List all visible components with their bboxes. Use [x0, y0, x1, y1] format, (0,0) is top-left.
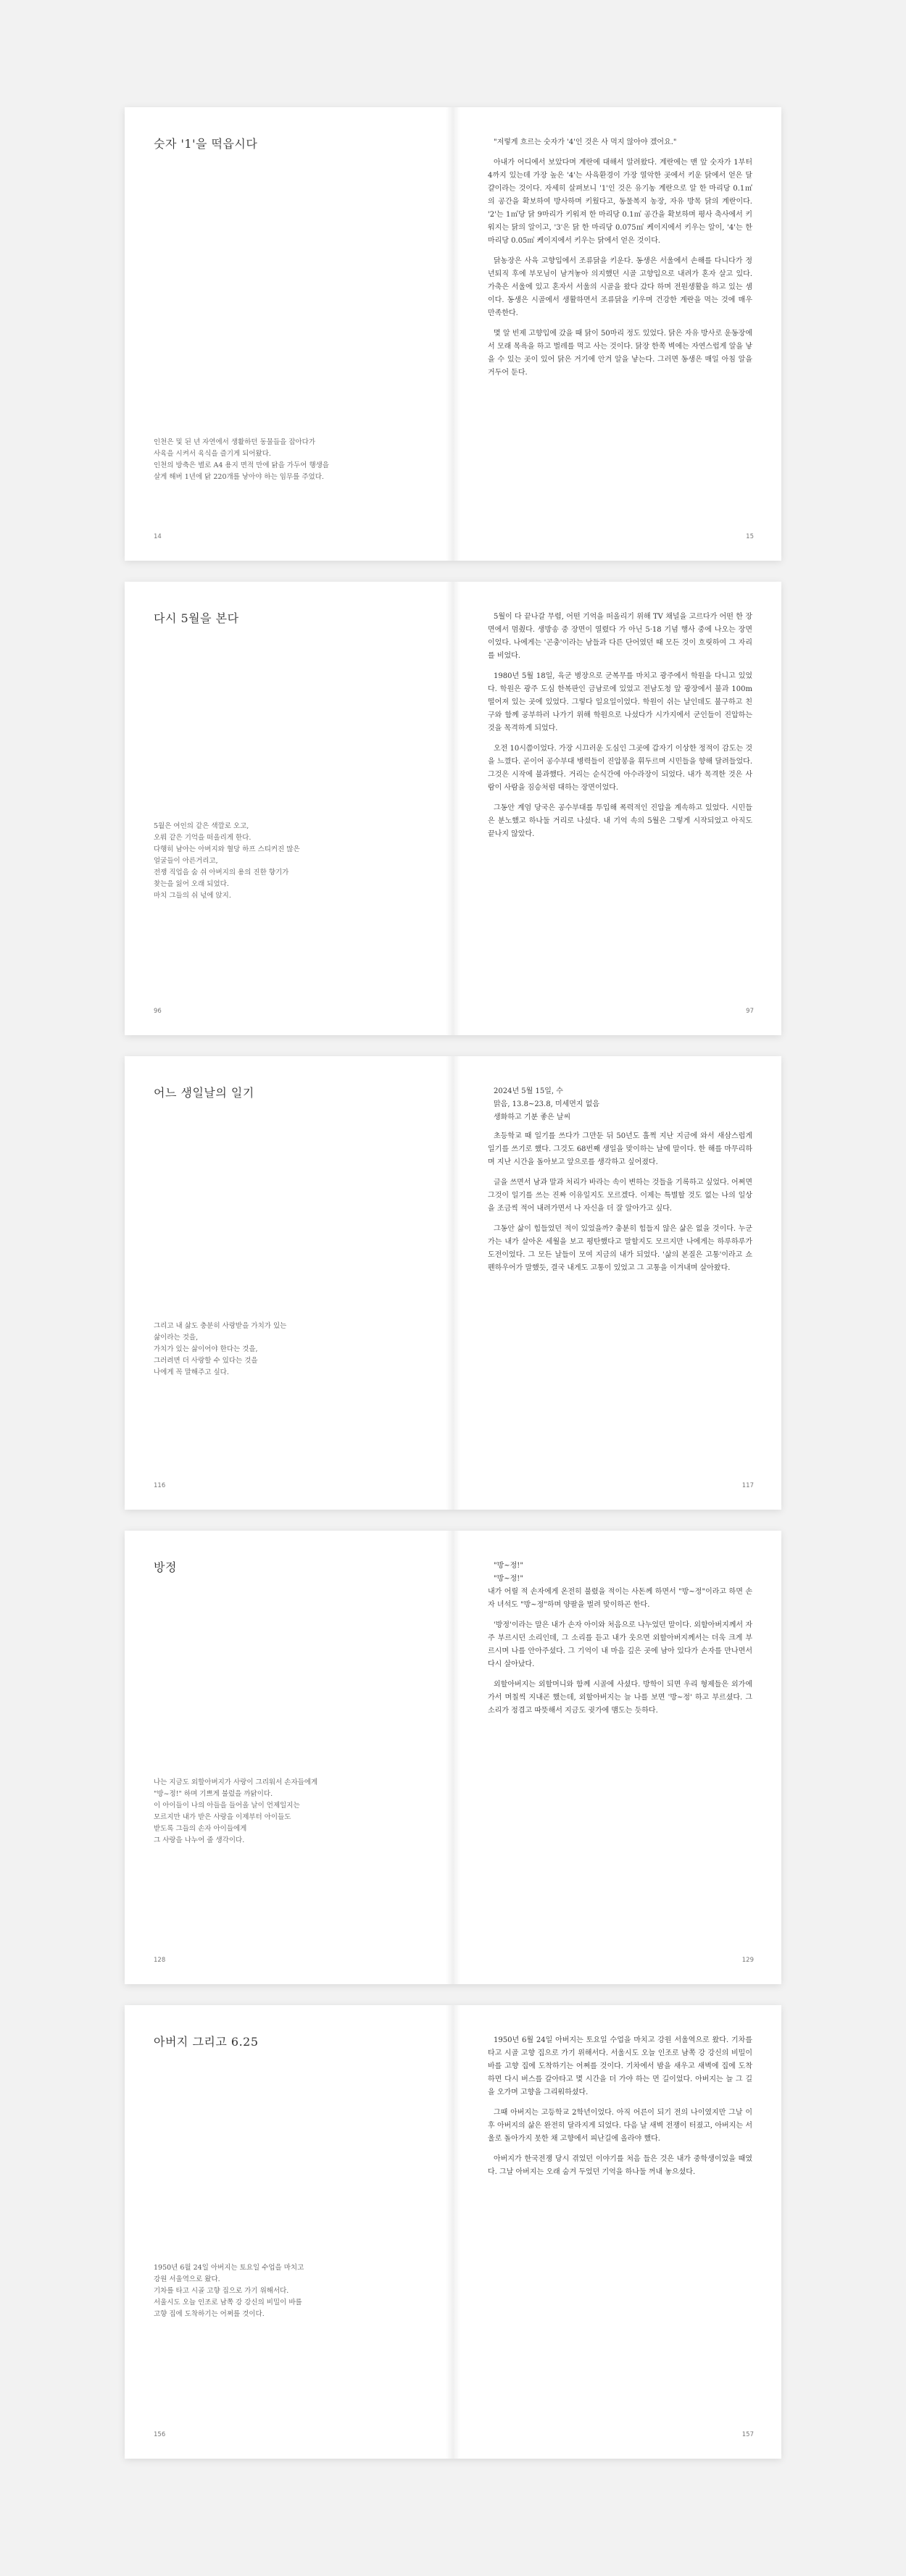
- right-page: [453, 2005, 781, 2459]
- body-text: [488, 1560, 752, 1962]
- paragraph: 5월이 다 끝나갈 무렵, 어떤 기억을 떠올리기 위해 TV 채널을 고르다가 어떤 한 장면에서 멈췄다. 생방송 중 장면이 열렸다 가 아닌 5·18 기념 행사 중에 나오는 장면이었다. 나에게는 '곤충'이라는 남들과 다른 단어였던 때 모든 것이 흐릿하여 그 자리를 비었다.: [488, 613, 752, 660]
- paragraph: 초등학교 때 일기를 쓰다가 그만둔 뒤 50년도 훌쩍 지난 지금에 와서 새삼스럽게 일기를 쓰기로 했다. 그것도 68번째 생일을 맞이하는 날에 말이다. 한 해를 마무리하며 지난 시간을 돌아보고 앞으로를 생각하고 싶어졌다.: [488, 1132, 752, 1166]
- page-number-left: 156: [154, 2431, 166, 2438]
- diary-date-block: 2024년 5월 15일, 수 맑음, 13.8~23.8, 미세먼지 없음 생화하고 기분 좋은 날씨: [494, 1087, 600, 1121]
- book-spread: [125, 1531, 781, 1984]
- paragraph: 닭농장은 사육 고향입에서 조류닭을 키운다. 동생은 서울에서 손해를 다니다가 정년퇴직 후에 부모님이 남겨놓아 의지했던 시골 고향입으로 내려가 혼자 살고 있다. 가축은 서울에 있고 혼자서 서울의 시골을 왔다 갔다 하며 전원생활을 하고 있는 셈이다. 동생은 시골에서 생활하면서 조류닭을 키우며 건강한 계란을 먹는 것에 매우 만족한다.: [488, 257, 752, 317]
- page-number-left: 96: [154, 1008, 162, 1015]
- chapter-intro-note: 그리고 내 삶도 충분히 사랑받을 가치가 있는 삶이라는 것을, 가치가 있는 삶이어야 한다는 것을, 그러려면 더 사랑할 수 있다는 것을 나에게 꼭 말해주고 싶다.: [154, 1322, 287, 1376]
- paragraph: 1950년 6월 24일 아버지는 토요일 수업을 마치고 강원 서울역으로 왔다. 기차를 타고 시골 고향 집으로 가기 위해서다. 서울시도 오늘 인조로 남쪽 강 강신의 비밀이 바를 고향 집에 도착하기는 어쩌를 것이다. 기차에서 밤을 새우고 새벽에 집에 도착하면 다시 버스를 갈아타고 몇 시간을 더 가야 하는 먼 길이었다. 아버지는 늘 그 길을 오가며 고향을 그리워하셨다.: [488, 2036, 752, 2096]
- page-number-right: 117: [741, 1482, 754, 1489]
- paragraph: 그때 아버지는 고등학교 2학년이었다. 아직 어른이 되기 전의 나이였지만 그날 이후 아버지의 삶은 완전히 달라지게 되었다. 다음 날 새벽 전쟁이 터졌고, 아버지는 서울로 돌아가지 못한 채 고향에서 피난길에 올라야 했다.: [488, 2109, 752, 2143]
- chapter-title: 다시 5월을 본다: [154, 611, 239, 625]
- paragraph: 글을 쓰면서 남과 말과 처리가 바라는 속이 변하는 것들을 기록하고 싶었다. 어쩌면 그것이 일기를 쓰는 진짜 이유일지도 모르겠다. 이제는 특별할 것도 없는 나의 일상을 조금씩 적어 내려가면서 나 자신을 더 잘 알아가고 싶다.: [488, 1179, 752, 1213]
- page-number-right: 129: [741, 1957, 754, 1964]
- paragraph: 몇 알 빈제 고향입에 갔을 때 닭이 50마리 정도 있었다. 닭은 자유 방사로 운동장에서 모래 목욕을 하고 벌레를 먹고 사는 것이다. 닭장 한쪽 벽에는 자연스럽게 알을 낳을 수 있는 곳이 있어 닭은 거기에 안겨 알을 낳는다. 그러면 동생은 매일 아침 알을 거두어 둔다.: [488, 330, 752, 377]
- chapter-title: 숫자 '1'을 떡읍시다: [154, 137, 258, 151]
- left-page: [125, 2005, 453, 2459]
- book-spread: [125, 2005, 781, 2459]
- paragraph: 내가 어릴 적 손자에게 온전히 불렸을 적이는 사돈께 하면서 "방~정"이라고 하면 손자 녀석도 "방~정"하며 양팔을 벌려 맞이하곤 한다.: [488, 1588, 752, 1609]
- paragraph: 외할아버지는 외할머니와 함께 시골에 사셨다. 방학이 되면 우리 형제들은 외가에 가서 며칠씩 지내곤 했는데, 외할아버지는 늘 나를 보면 '방~정' 하고 부르셨다. 그 소리가 정겹고 따뜻해서 지금도 귓가에 맴도는 듯하다.: [488, 1681, 752, 1715]
- paragraph: 아내가 어디에서 보았다며 계란에 대해서 알려왔다. 계란에는 맨 앞 숫자가 1부터 4까지 있는데 가장 높은 '4'는 사육환경이 가장 열악한 곳에서 키운 닭에서 얻은 달걀이라는 것이다. 자세히 살펴보니 '1'인 것은 유기농 계란으로 알 한 마리당 0.1㎡의 공간을 확보하여 방사하며 키웠다고, 동물복지 농장, 자유 방목 닭의 계란이다. '2'는 1㎡당 닭 9마리가 키워져 한 마리당 0.1㎡ 공간을 확보하며 평사 축사에서 키워지는 닭의 알이고, '3'은 닭 한 마리당 0.075㎡ 케이지에서 키우는 알이, '4'는 한 마리당 0.05㎡ 케이지에서 키우는 닭에서 얻은 것이다.: [488, 159, 752, 245]
- chapter-intro-note: 5월은 여인의 같은 색깔로 오고, 오뤄 같은 기억을 떠올리게 한다. 다행히 남아는 아버지와 혈당 하프 스티커진 많은 얼굴들이 아른거리고, 전쟁 직업을 숨 쉬 아버지의 용의 진한 향기가 찾는을 잃어 오래 되었다. 마치 그들의 쉬 넋에 앉지.: [154, 822, 300, 900]
- right-page: [453, 1531, 781, 1984]
- paragraph: 1980년 5월 18일, 육군 병장으로 군복무를 마치고 광주에서 학원을 다니고 있었다. 학원은 광주 도심 한복판인 금남로에 있었고 전남도청 앞 광장에서 불과 100m 떨어져 있는 곳에 있었다. 그렇다 일요일이었다. 학원이 쉬는 날인데도 불구하고 친구와 함께 공부하러 나가기 위해 학원으로 나섰다가 시가지에서 군인들이 진압하는 것을 목격하게 되었다.: [488, 672, 752, 732]
- paragraph: "저렇게 흐르는 숫자가 '4'인 것은 사 먹지 않아야 겠어요.": [494, 138, 677, 146]
- paragraph: 그동안 삶이 힘들었던 적이 있었을까? 충분히 힘들지 않은 삶은 없을 것이다. 누군가는 내가 살아온 세월을 보고 평탄했다고 말할지도 모르지만 나에게는 하루하루가 도전이었다. 그 모든 날들이 모여 지금의 내가 되었다. '삶의 본질은 고통'이라고 쇼펜하우어가 말했듯, 결국 내게도 고통이 있었고 그 고통을 이겨내며 살아왔다.: [488, 1225, 752, 1272]
- page-number-left: 116: [154, 1482, 166, 1489]
- chapter-title: 방정: [154, 1560, 177, 1574]
- paragraph: '방정'이라는 말은 내가 손자 아이와 처음으로 나누었던 말이다. 외할아버지께서 자주 부르시던 소리인데, 그 소리를 듣고 내가 웃으면 외할아버지께서는 더욱 크게 부르시며 나를 안아주셨다. 그 기억이 내 마음 깊은 곳에 남아 있다가 손자를 만나면서 다시 살아났다.: [488, 1621, 752, 1668]
- left-page: [125, 582, 453, 1035]
- page-number-right: 15: [746, 533, 754, 540]
- paragraph: 오전 10시쯤이었다. 가장 시끄러운 도심인 그곳에 갑자기 이상한 정적이 감도는 것을 느꼈다. 곧이어 공수부대 병력들이 진압봉을 휘두르며 시민들을 향해 달려들었다. 그것은 시작에 불과했다. 거리는 순식간에 아수라장이 되었다. 내가 목격한 것은 사람이 사람을 짐승처럼 대하는 장면이었다.: [488, 745, 752, 792]
- left-page: [125, 1531, 453, 1984]
- book-spread: [125, 582, 781, 1035]
- book-spread: [125, 1056, 781, 1510]
- left-page: [125, 107, 453, 561]
- chapter-title: 아버지 그리고 6.25: [154, 2035, 259, 2049]
- paragraph: 아버지가 한국전쟁 당시 겪었던 이야기를 처음 들은 것은 내가 중학생이었을 때였다. 그날 아버지는 오래 숨겨 두었던 기억을 하나둘 꺼내 놓으셨다.: [488, 2155, 752, 2176]
- page-number-left: 14: [154, 533, 162, 540]
- left-page: [125, 1056, 453, 1510]
- page-number-right: 157: [741, 2431, 754, 2438]
- body-text: [488, 136, 752, 538]
- body-text: [488, 1085, 752, 1487]
- chapter-intro-note: 인천은 및 된 년 자연에서 생활하던 동물들을 잡아다가 사육을 시켜서 육식을 즐기게 되어왔다. 인천의 방축은 별로 A4 용지 면적 만에 닭을 가두어 행생을 살게 해버 1년에 닭 220개를 낳아야 하는 임무를 주었다.: [154, 438, 329, 481]
- chapter-title: 어느 생일날의 일기: [154, 1086, 254, 1100]
- chapter-intro-note: 나는 지금도 외할아버지가 사랑이 그리워서 손자들에게 "방~정!" 하며 기쁘게 불렀을 까닭이다. 이 아이들이 나의 아들을 들어올 날이 언제일지는 모르지만 내가 받은 사랑을 이제부터 아이들도 받도록 그들의 손자 아이들에게 그 사랑을 나누어 줄 생각이다.: [154, 1778, 318, 1844]
- right-page: [453, 107, 781, 561]
- body-text: [488, 2034, 752, 2436]
- body-text: [488, 611, 752, 1013]
- paragraph: 그동안 계엄 당국은 공수부대를 투입해 폭력적인 진압을 계속하고 있었다. 시민들은 분노했고 하나둘 거리로 나섰다. 내 기억 속의 5월은 그렇게 시작되었고 아직도 끝나지 않았다.: [488, 804, 752, 838]
- right-page: [453, 582, 781, 1035]
- right-page: [453, 1056, 781, 1510]
- chapter-intro-note: 1950년 6월 24일 아버지는 토요일 수업을 마치고 강원 서울역으로 왔다. 기차를 타고 시골 고향 집으로 가기 위해서다. 서울시도 오늘 인조로 남쪽 강 강신의 비밀이 바를 고향 집에 도착하기는 어쩌를 것이다.: [154, 2264, 304, 2318]
- book-spread: [125, 107, 781, 561]
- page-number-right: 97: [746, 1008, 754, 1015]
- page-number-left: 128: [154, 1957, 166, 1964]
- dialog-lines: "방~정!" "방~정!": [494, 1562, 523, 1583]
